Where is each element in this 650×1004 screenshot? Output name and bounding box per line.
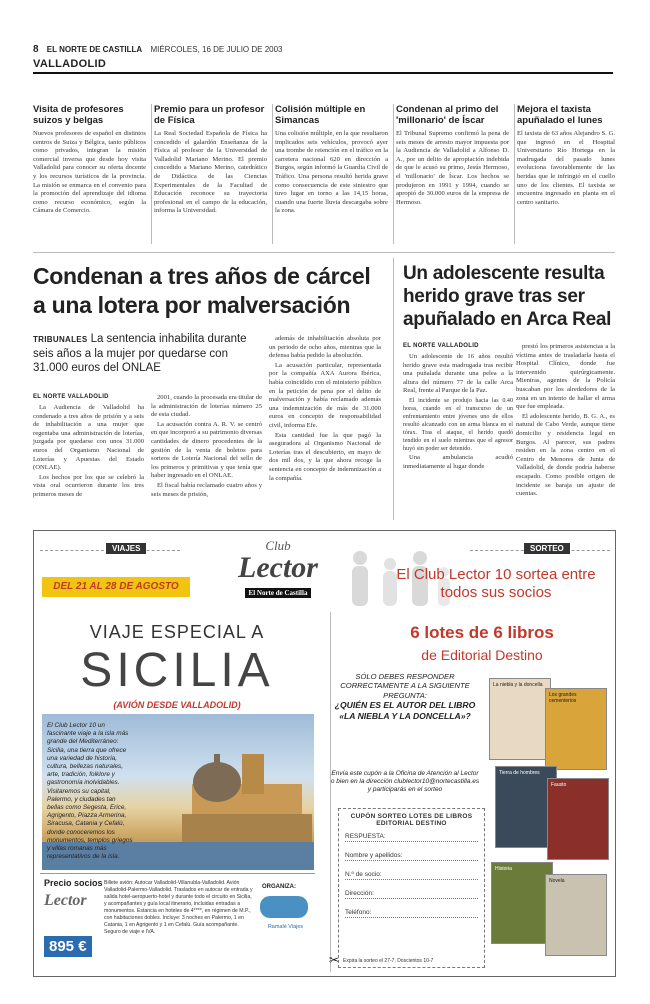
book-cover xyxy=(547,778,609,860)
book-title: Los grandes cementerios xyxy=(549,692,577,704)
paragraph: El adolescente herido, B. G. A., es natural de Cabo Verde, aunque tiene domicilio y residencia legal en Burgos. Al parecer, sus padres residen en la zona centro en el Centro de Menores de Junta de Valladolid, de donde podría haberse escapado. Como posible origen de incidente se baraja un ajuste de cuentas. xyxy=(516,412,615,498)
raffle-question-block xyxy=(330,672,480,722)
paper-name: EL NORTE DE CASTILLA xyxy=(46,45,143,54)
story1-subhead xyxy=(33,332,263,375)
story2-col2 xyxy=(516,343,615,500)
coupon-footer: Expira la sorteo el 27-7. Doscientos 10-7 xyxy=(343,958,434,964)
divider xyxy=(272,104,273,244)
book-cover xyxy=(489,678,551,760)
story1-col1 xyxy=(33,394,144,501)
brief-title: Visita de profesores suizos y belgas xyxy=(33,104,124,126)
book-cover xyxy=(545,874,607,956)
story1-col3 xyxy=(269,335,381,484)
brief-title: Mejora el taxista apuñalado el lunes xyxy=(517,104,603,126)
paragraph: Una ambulancia acudió inmediatamente al lugar donde xyxy=(403,453,513,470)
send-instructions: Envía este cupón a la Oficina de Atención al Lector o bien en la dirección clublector10@nortecastilla.es y participarás en el sorteo xyxy=(330,770,480,793)
scissors-icon: ✂ xyxy=(329,953,340,967)
trip-flight-note: (AVIÓN DESDE VALLADOLID) xyxy=(113,700,241,710)
raffle-intro: El Club Lector 10 sortea entre todos sus socios xyxy=(396,566,596,601)
brief-body: La Real Sociedad Española de Física ha concedido el galardón Enseñanza de la Física al profesor de la Universidad de Valladolid Mariano Merino. El premio concedido a Mariano Merino, catedrático de Didáctica de las Ciencias Experimentales de la Facultad de Educación reconoce su trayectoria profesional en el campo de la educación, informa la Universidad. xyxy=(154,130,267,215)
brief-title: Colisión múltiple en Simancas xyxy=(275,104,366,126)
divider xyxy=(33,252,615,253)
lector-label: Lector xyxy=(238,551,318,584)
section-title: VALLADOLID xyxy=(33,58,107,70)
divider xyxy=(393,104,394,244)
organiza-label: ORGANIZA: xyxy=(262,884,296,890)
club-lector-logo xyxy=(213,538,343,610)
paragraph: Esta cantidad fue la que pagó la aseguradora al Organismo Nacional de Loterías tras el descubierto, en mayo de dos mil dos, y la que ahora recoge la sentencia en concepto de indemnización a la compañía. xyxy=(269,431,381,482)
brief-5 xyxy=(517,104,615,207)
section-rule xyxy=(33,72,613,74)
price-box xyxy=(40,873,315,968)
coupon-field-address[interactable]: Dirección: xyxy=(345,890,478,899)
paragraph: La acusación contra A. R. V. se centró en que incorporó a su patrimonio diversas cantidades de dinero procedentes de la gestión de la venta de boletos para sorteos de Lotería Nacional del sello de los primeros y primitivas y que tenía que haber ingresado en el ONLAE. xyxy=(151,420,262,480)
club-paper-label: El Norte de Castilla xyxy=(245,588,312,598)
book-title: Novela xyxy=(549,878,565,884)
price-label: Precio socios xyxy=(44,878,103,888)
brief-body: Nuevos profesores de español en distintos centros de Suiza y Bélgica, tanto públicos como privados, integran la misión comercial inversa que desde hoy visita Valladolid para conocer su oferta docente y los recursos turísticos de la provincia. La misión se enmarca en el convenio para la promoción del aprendizaje del idioma como recurso económico, según la Cámara de Comercio. xyxy=(33,130,146,215)
price-value: 895 € xyxy=(44,936,92,957)
trip-title: VIAJE ESPECIAL A xyxy=(89,622,265,642)
club-label: Club xyxy=(265,538,291,553)
story1-byline: EL NORTE VALLADOLID xyxy=(33,394,109,400)
brief-title: Condenan al primo del 'millonario' de Íscar xyxy=(396,104,499,126)
brief-3 xyxy=(275,104,388,216)
trip-destination: SICILIA xyxy=(80,644,274,697)
organizer-logo-icon xyxy=(260,896,308,918)
price-details: Billete avión: Autocar Valladolid-Villanubla-Valladolid. Avión Valladolid-Palermo-Valladolid. Traslados en autocar de entrada y salida hotel-aeropuerto-hotel y durante todo el circuito en Sicilia, y acompañantes y guía local itinerario, incluidas entradas a monumentos. Estancia en hoteles de 4****, en régimen de M.P., con habitaciones dobles. Incluye: 3 noches en Palermo, 1 en Catania, 1 en Agrigento y 1 en Cefalù. Guía acompañante. Seguro de viaje e IVA. xyxy=(104,880,253,935)
story2-byline: EL NORTE VALLADOLID xyxy=(403,343,479,349)
paragraph: La acusación particular, representada por la compañía AXA Aurora Ibérica, había coincidido con el ministerio público en la petición de pena por el delito de malversación y había reclamado además una indemnización de más de 31.000 euros en concepto de responsabilidad civil, informa Efe. xyxy=(269,361,381,429)
brief-body: El Tribunal Supremo confirmó la pena de seis meses de arresto mayor impuesta por la Audiencia de Valladolid a Alfonso D. A., por un delito de apropiación indebida de que le acusó su primo, Jesús Hermoso, el 'millonario' de Íscar. Los hechos se produjeron en 1991 y 1994, cuando se apropió de 30.000 euros de la empresa de Hermoso. xyxy=(396,130,509,206)
divider xyxy=(151,104,152,244)
story1-subhead-text: La sentencia inhabilita durante seis años a la mujer por quedarse con 31.000 euros del ONLAE xyxy=(33,333,247,374)
page-date: MIÉRCOLES, 16 DE JULIO DE 2003 xyxy=(150,45,283,54)
brief-4 xyxy=(396,104,509,207)
paragraph: La Audiencia de Valladolid ha condenado a tres años de prisión y a seis de inhabilitación a una mujer que regentaba una administración de loterías, juzgada por quedarse con unos 31.000 euros del Organismo Nacional de Loterías y Apuestas del Estado (ONLAE). xyxy=(33,404,144,472)
paragraph: Los hechos por los que se celebró la vista oral ocurrieron durante los tres primeros meses de xyxy=(33,473,144,498)
brief-1 xyxy=(33,104,146,216)
sorteo-tag: SORTEO xyxy=(524,543,570,554)
story2-headline: Un adolescente resulta herido grave tras ser apuñalado en Arca Real xyxy=(403,263,612,330)
book-cover xyxy=(545,688,607,770)
paragraph: Un adolescente de 16 años resultó herido grave esta madrugada tras recibir una puñalada durante una pelea a la altura del número 77 de la calle Arca Real, frente al Parque de la Paz. xyxy=(403,353,513,395)
coupon-field-answer[interactable]: RESPUESTA: xyxy=(345,833,478,842)
sicily-description: El Club Lector 10 un fascinante viaje a la isla más grande del Mediterráneo: Sicilia, una tierra que ofrece una variedad de historia, cultura, bellezas naturales, arte, tradición, folklore y gastronomía inolvidables. Visitaremos su capital, Palermo, y ciudades tan bellas como Segesta, Erice, Agrigento, Piazza Armerina, Siracusa, Catania y Cefalù, donde conoceremos los monumentos, templos griegos y villas romanas más representativos de la isla. xyxy=(47,722,133,861)
coupon-title: CUPÓN SORTEO LOTES DE LIBROS EDITORIAL DESTINO xyxy=(350,813,473,827)
organizer-name: Ramalé Viajes xyxy=(267,924,304,930)
story1-col2 xyxy=(151,394,262,500)
brief-2 xyxy=(154,104,267,216)
raffle-publisher: de Editorial Destino xyxy=(421,647,543,663)
trip-dates: DEL 21 AL 28 DE AGOSTO xyxy=(42,577,190,597)
coupon-field-member[interactable]: N.º de socio: xyxy=(345,871,478,880)
divider xyxy=(393,258,394,520)
book-covers xyxy=(489,678,609,970)
page-number: 8 xyxy=(33,44,39,55)
brief-body: El taxista de 63 años Alejandro S. G. que ingresó en el Hospital Universitario Río Hortega en la madrugada del pasado lunes evoluciona favorablemente de las heridas que le infringió en el cuello uno de los clientes. El taxista se encuentra ingresado en planta en el centro sanitario. xyxy=(517,130,615,206)
story1-kicker: TRIBUNALES xyxy=(33,335,88,344)
book-title: Fausto xyxy=(551,782,567,788)
raffle-prize: 6 lotes de 6 libros xyxy=(410,623,554,642)
book-cover xyxy=(491,862,553,944)
paragraph: prestó los primeros asistencias a la víctima antes de trasladarla hasta el Hospital Clínico, donde fue intervenido quirúrgicamente. Mientras, agentes de la Policía buscaban por los alrededores de la zona en un intento de hallar el arma que fue empleada. xyxy=(516,343,615,411)
viajes-tag: VIAJES xyxy=(106,543,146,554)
brief-body: Una colisión múltiple, en la que resultaron implicados seis vehículos, provocó ayer una trombe de retención en el tráfico en la carretera nacional 620 en dirección a Burgos, según informó la Guardia Civil de Tráfico. Una persona resultó herida grave como consecuencia de este siniestro que tuvo lugar en torno a las 14,15 horas, cuando una fuerte lluvia descargaba sobre la zona. xyxy=(275,130,388,215)
book-title: Historia xyxy=(495,866,512,872)
book-title: Tierra de hombres xyxy=(499,770,540,776)
club-lector-mini-logo: Lector xyxy=(44,892,87,909)
divider xyxy=(514,104,515,244)
coupon-field-phone[interactable]: Teléfono: xyxy=(345,909,478,918)
paragraph: El incidente se produjo hacia las 0.40 horas, cuando en el transcurso de un enfrentamiento entre jóvenes uno de ellos resultó alcanzado con un arma blanca en el tórax. Tras el ataque, el herido quedó tendido en el suelo mientras que el agresor huyó sin poder ser detenido. xyxy=(403,397,513,452)
book-title: La niebla y la doncella xyxy=(493,682,543,688)
question-intro: SÓLO DEBES RESPONDER CORRECTAMENTE A LA SIGUIENTE PREGUNTA: xyxy=(340,672,470,700)
paragraph: 2001, cuando la procesada era titular de la administración de loterías número 25 de esta ciudad. xyxy=(151,394,262,419)
raffle-coupon[interactable] xyxy=(338,808,485,968)
paragraph: El fiscal había reclamado cuatro años y seis meses de prisión, xyxy=(151,481,262,498)
question-text: ¿QUIÉN ES EL AUTOR DEL LIBRO «LA NIEBLA Y LA DONCELLA»? xyxy=(334,700,476,722)
coupon-field-name[interactable]: Nombre y apellidos: xyxy=(345,852,478,861)
paragraph: además de inhabilitación absoluta por un periodo de ocho años, mientras que la defensa había pedido la absolución. xyxy=(269,335,381,360)
page-header xyxy=(33,44,613,59)
story2-col1 xyxy=(403,343,513,472)
brief-title: Premio para un profesor de Física xyxy=(154,104,265,126)
story1-headline: Condenan a tres años de cárcel a una lotera por malversación xyxy=(33,263,371,318)
